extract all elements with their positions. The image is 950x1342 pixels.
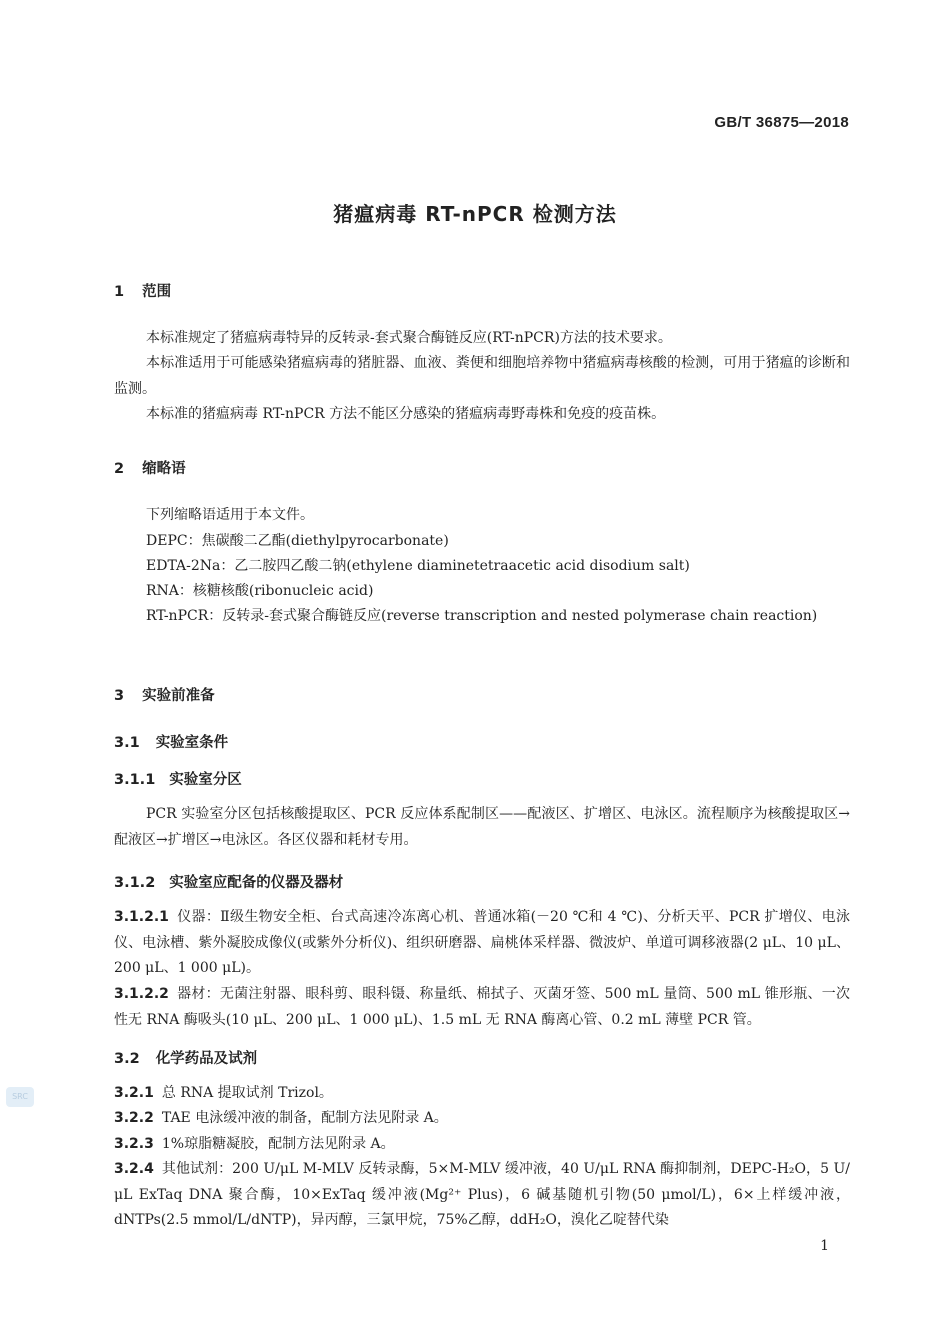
section-3-2-2-text: 3.2.2 TAE 电泳缓冲液的制备，配制方法见附录 A。 — [114, 1110, 448, 1126]
standard-number: GB/T 36875—2018 — [714, 114, 849, 131]
section-2-intro: 下列缩略语适用于本文件。 — [146, 507, 314, 523]
abbreviation-edta: EDTA-2Na：乙二胺四乙酸二钠(ethylene diaminetetraacetic acid disodium salt) — [146, 558, 690, 574]
section-3-1-2-1-text: 3.1.2.1 仪器：Ⅱ级生物安全柜、台式高速冷冻离心机、普通冰箱(－20 ℃和 4 ℃)、分析天平、PCR 扩增仪、电泳仪、电泳槽、紫外凝胶成像仪(或紫外分析仪)、组织研磨器、扁桃体采样器、微波炉、单道可调移液器(2 μL、10 μL、200 μL、1 000 μL)。 — [114, 909, 850, 976]
section-3-2-3-text: 3.2.3 1%琼脂糖凝胶，配制方法见附录 A。 — [114, 1136, 395, 1152]
section-3-heading: 3 实验前准备 — [114, 688, 215, 704]
section-3-1-1-text: PCR 实验室分区包括核酸提取区、PCR 反应体系配制区——配液区、扩增区、电泳区。流程顺序为核酸提取区→配液区→扩增区→电泳区。各区仪器和耗材专用。 — [114, 806, 850, 848]
section-1-para-1: 本标准规定了猪瘟病毒特异的反转录-套式聚合酶链反应(RT-nPCR)方法的技术要求。 — [146, 330, 672, 346]
section-3-2-heading: 3.2 化学药品及试剂 — [114, 1051, 258, 1067]
section-2-heading: 2 缩略语 — [114, 461, 186, 477]
section-3-2-1-text: 3.2.1 总 RNA 提取试剂 Trizol。 — [114, 1085, 333, 1101]
document-title: 猪瘟病毒 RT-nPCR 检测方法 — [333, 202, 617, 226]
section-1-heading: 1 范围 — [114, 284, 172, 300]
section-3-1-2-2-text: 3.1.2.2 器材：无菌注射器、眼科剪、眼科镊、称量纸、棉拭子、灭菌牙签、500 mL 量筒、500 mL 锥形瓶、一次性无 RNA 酶吸头(10 μL、200 μL、1 000 μL)、1.5 mL 无 RNA 酶离心管、0.2 mL 薄壁 PCR 管。 — [114, 986, 850, 1028]
section-3-1-1-heading: 3.1.1 实验室分区 — [114, 772, 242, 788]
watermark-logo: SRC — [6, 1087, 34, 1107]
abbreviation-rna: RNA：核糖核酸(ribonucleic acid) — [146, 583, 374, 599]
section-1-para-3: 本标准的猪瘟病毒 RT-nPCR 方法不能区分感染的猪瘟病毒野毒株和免疫的疫苗株。 — [146, 406, 666, 422]
page-number: 1 — [820, 1238, 829, 1254]
section-3-1-heading: 3.1 实验室条件 — [114, 735, 229, 751]
section-3-2-4-text: 3.2.4 其他试剂：200 U/μL M-MLV 反转录酶，5×M-MLV 缓冲液，40 U/μL RNA 酶抑制剂，DEPC-H₂O，5 U/μL ExTaq DNA 聚合酶，10×ExTaq 缓冲液(Mg²⁺ Plus)，6 碱基随机引物(50 μmol/L)，6×上样缓冲液，dNTPs(2.5 mmol/L/dNTP)，异丙醇，三氯甲烷，75%乙醇，ddH₂O，溴化乙啶替代染 — [114, 1161, 850, 1228]
abbreviation-rt-npcr: RT-nPCR：反转录-套式聚合酶链反应(reverse transcription and nested polymerase chain reaction) — [146, 608, 818, 624]
section-1-para-2: 本标准适用于可能感染猪瘟病毒的猪脏器、血液、粪便和细胞培养物中猪瘟病毒核酸的检测，可用于猪瘟的诊断和监测。 — [114, 355, 850, 397]
section-3-1-2-heading: 3.1.2 实验室应配备的仪器及器材 — [114, 875, 344, 891]
abbreviation-depc: DEPC：焦碳酸二乙酯(diethylpyrocarbonate) — [146, 533, 449, 549]
